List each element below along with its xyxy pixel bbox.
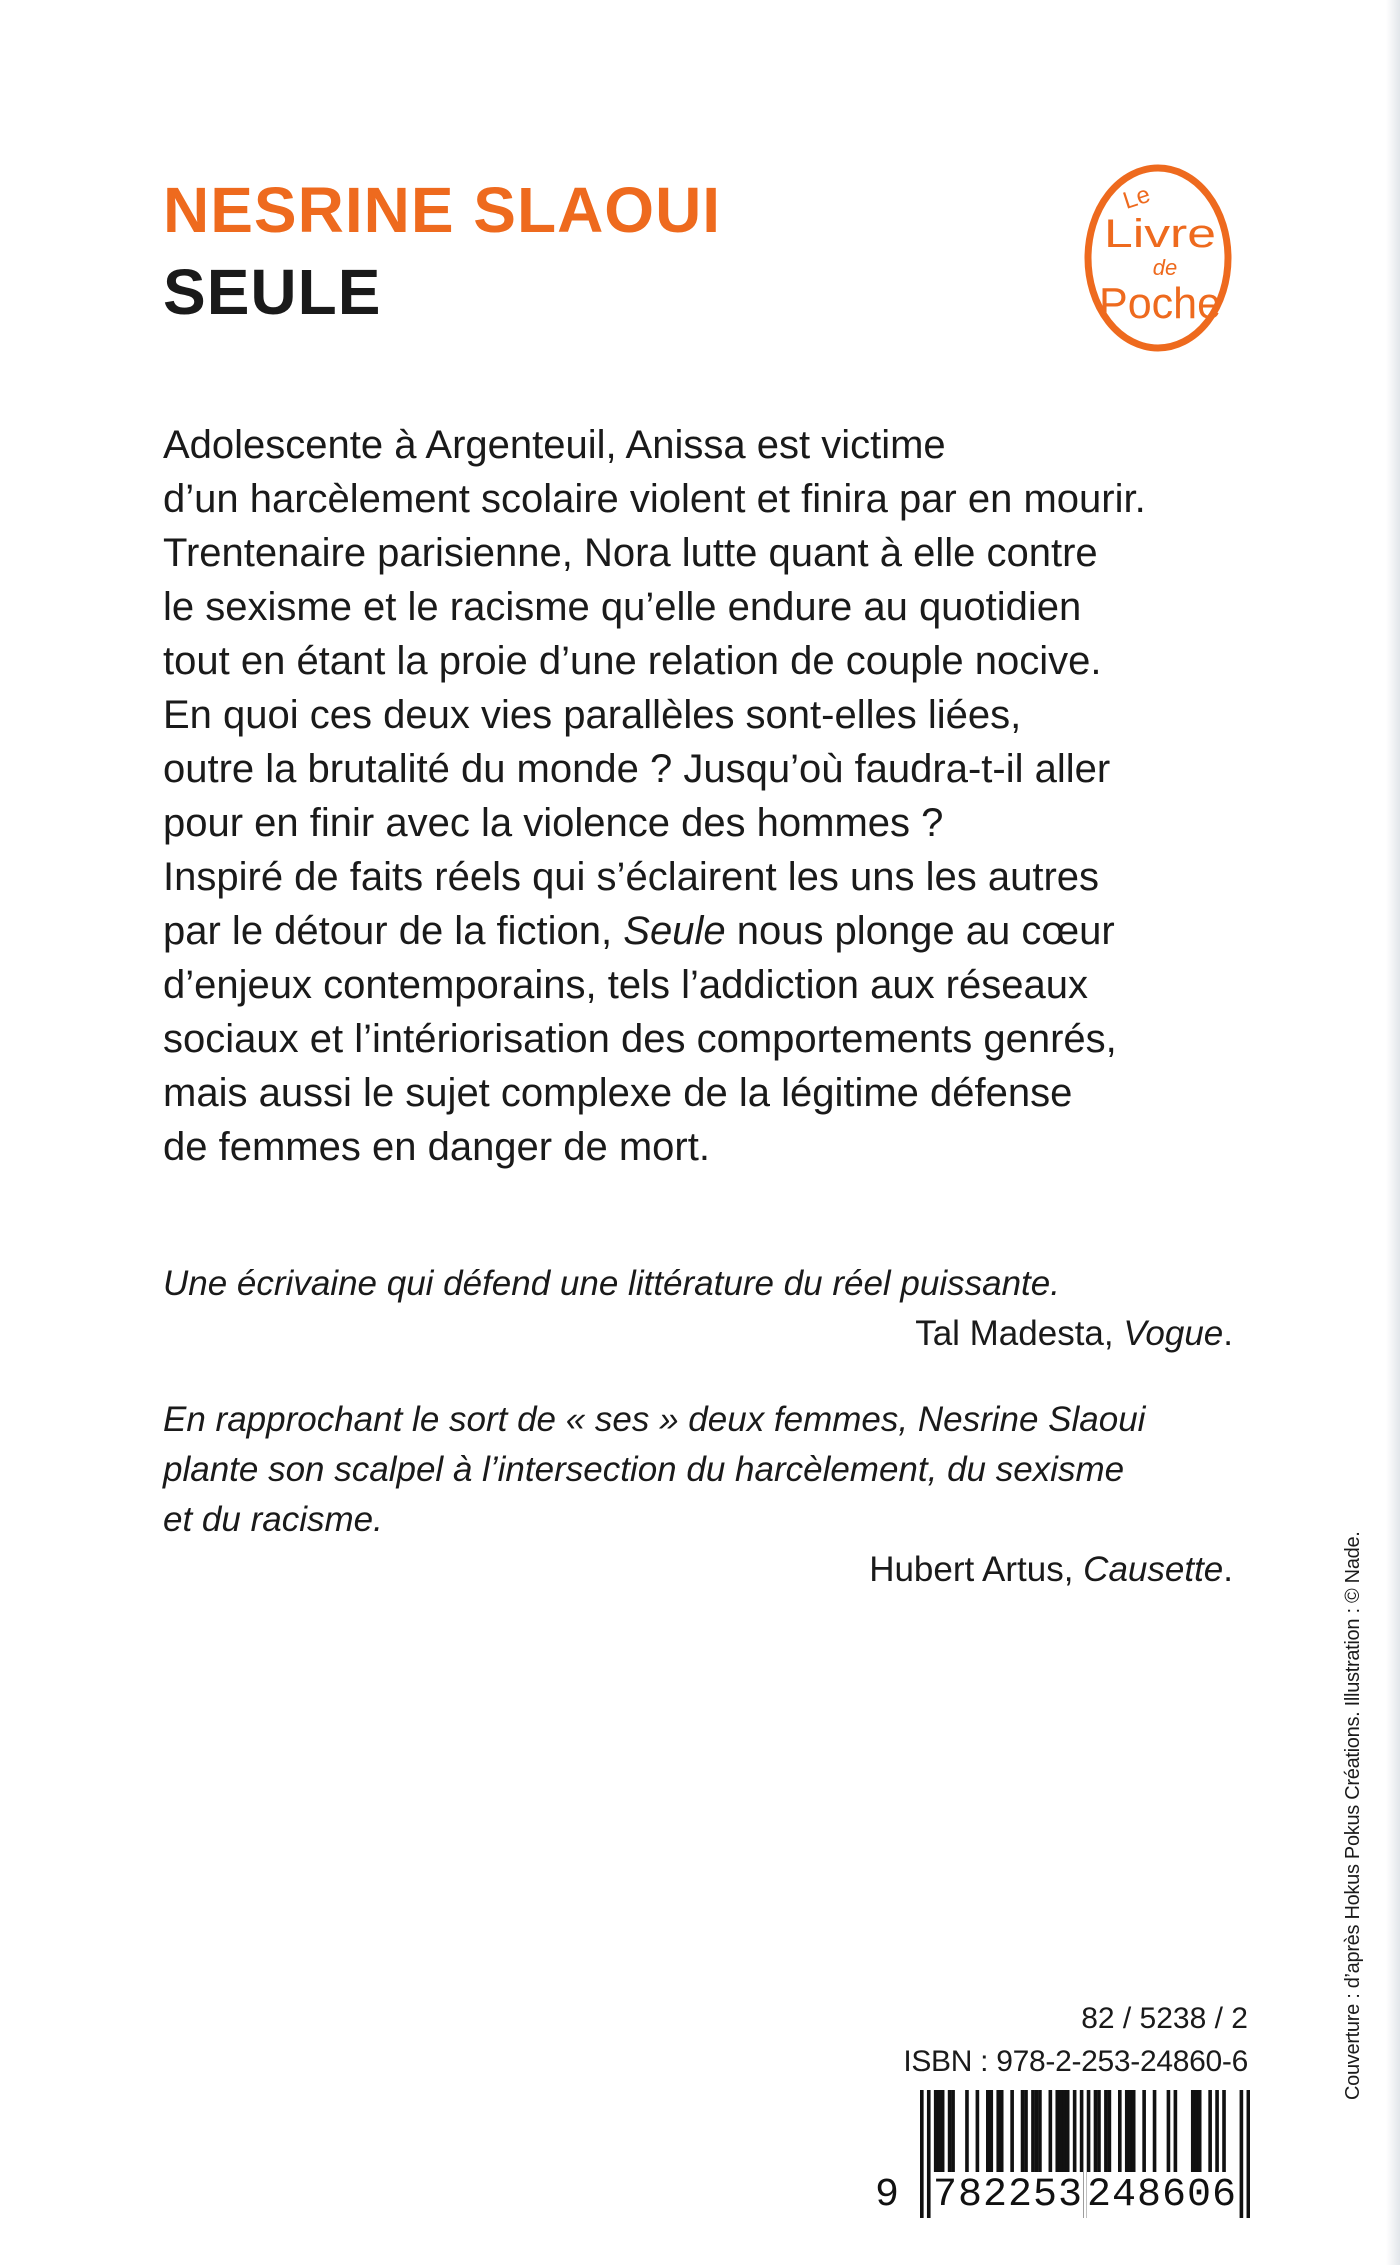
barcode-bar bbox=[1194, 2090, 1198, 2174]
quote-author: Tal Madesta, bbox=[915, 1314, 1124, 1353]
barcode-bar bbox=[934, 2090, 938, 2174]
quote-attribution bbox=[163, 1545, 1233, 1595]
barcode-bar bbox=[1128, 2090, 1132, 2174]
barcode-bar bbox=[1247, 2090, 1250, 2218]
synopsis-line: outre la brutalité du monde ? Jusqu’où faudra-t-il aller bbox=[163, 747, 1111, 791]
quote-attribution bbox=[163, 1309, 1233, 1359]
barcode-bar bbox=[1142, 2090, 1146, 2174]
publisher-logo bbox=[1083, 163, 1233, 353]
svg-text:Livre: Livre bbox=[1104, 212, 1216, 256]
barcode-bar bbox=[937, 2090, 941, 2174]
barcode-bar bbox=[1035, 2090, 1039, 2174]
barcode-bar bbox=[1174, 2090, 1178, 2174]
quote-text: En rapprochant le sort de « ses » deux femmes, Nesrine Slaoui bbox=[163, 1400, 1146, 1439]
synopsis-line: Adolescente à Argenteuil, Anissa est victime bbox=[163, 423, 946, 467]
synopsis-line bbox=[163, 904, 1243, 958]
svg-text:Poche: Poche bbox=[1099, 279, 1221, 328]
synopsis-line: de femmes en danger de mort. bbox=[163, 1125, 710, 1169]
barcode-bar bbox=[927, 2090, 931, 2218]
quote-text: Une écrivaine qui défend une littérature du réel puissante. bbox=[163, 1264, 1060, 1303]
cover-credit bbox=[1341, 1400, 1365, 2100]
quote-author: Hubert Artus, bbox=[869, 1550, 1084, 1589]
synopsis-line: le sexisme et le racisme qu’elle endure au quotidien bbox=[163, 585, 1082, 629]
barcode-bar bbox=[1024, 2090, 1028, 2174]
synopsis-line: mais aussi le sujet complexe de la légitime défense bbox=[163, 1071, 1073, 1115]
barcode-bar bbox=[1198, 2090, 1202, 2174]
barcode-bar bbox=[1208, 2090, 1212, 2174]
synopsis-text: par le détour de la fiction, bbox=[163, 909, 624, 953]
barcode-bar bbox=[986, 2090, 990, 2174]
barcode-bar bbox=[989, 2090, 993, 2174]
isbn-number: ISBN : 978-2-253-24860-6 bbox=[903, 2045, 1248, 2078]
barcode-bar bbox=[1153, 2090, 1157, 2174]
barcode-bar bbox=[1097, 2090, 1101, 2174]
barcode-bar bbox=[951, 2090, 955, 2174]
synopsis-line: Inspiré de faits réels qui s’éclairent les uns les autres bbox=[163, 855, 1100, 899]
barcode-bar bbox=[1167, 2090, 1171, 2174]
barcode-bar bbox=[1125, 2090, 1129, 2174]
barcode-bar bbox=[948, 2090, 952, 2174]
barcode-bar bbox=[1066, 2090, 1070, 2174]
barcode-bar bbox=[1031, 2090, 1035, 2174]
barcode-bar bbox=[976, 2090, 980, 2174]
svg-text:Le: Le bbox=[1119, 180, 1154, 215]
quote-period: . bbox=[1223, 1550, 1233, 1589]
catalog-code: 82 / 5238 / 2 bbox=[1081, 2002, 1248, 2035]
synopsis-line: pour en finir avec la violence des hommes ? bbox=[163, 801, 944, 845]
svg-text:de: de bbox=[1152, 255, 1178, 280]
book-title: SEULE bbox=[163, 256, 382, 328]
cover-credit-text: Couverture : d’après Hokus Pokus Créations. Illustration : © Nade. bbox=[1342, 1531, 1364, 2100]
barcode-bar bbox=[1215, 2090, 1219, 2174]
quote-text: plante son scalpel à l’intersection du harcèlement, du sexisme bbox=[163, 1450, 1125, 1489]
quote-source: Vogue bbox=[1123, 1314, 1224, 1353]
synopsis-text: nous plonge au cœur bbox=[725, 909, 1115, 953]
barcode-bar bbox=[1010, 2090, 1014, 2174]
barcode-bar bbox=[1049, 2090, 1053, 2174]
synopsis-line: sociaux et l’intériorisation des comportements genrés, bbox=[163, 1017, 1117, 1061]
barcode-lead-digit: 9 bbox=[875, 2173, 900, 2218]
press-quote-vogue bbox=[163, 1259, 1233, 1359]
barcode-bar bbox=[965, 2090, 969, 2174]
barcode-bar bbox=[1191, 2090, 1195, 2174]
barcode-bar bbox=[1108, 2090, 1112, 2174]
barcode-bar bbox=[1021, 2090, 1025, 2174]
quote-period: . bbox=[1223, 1314, 1233, 1353]
synopsis-line: d’un harcèlement scolaire violent et finira par en mourir. bbox=[163, 477, 1146, 521]
barcode-bar bbox=[1094, 2090, 1098, 2174]
quote-source: Causette bbox=[1083, 1550, 1224, 1589]
synopsis-line: d’enjeux contemporains, tels l’addiction aux réseaux bbox=[163, 963, 1088, 1007]
synopsis-title-italic: Seule bbox=[623, 909, 726, 953]
synopsis-line: En quoi ces deux vies parallèles sont-elles liées, bbox=[163, 693, 1022, 737]
barcode-bar bbox=[1132, 2090, 1136, 2174]
livre-de-poche-logo-icon bbox=[1083, 163, 1233, 353]
barcode-bar bbox=[1240, 2090, 1244, 2218]
barcode-left-digits: 782253 bbox=[933, 2173, 1084, 2218]
synopsis-line: Trentenaire parisienne, Nora lutte quant à elle contre bbox=[163, 531, 1098, 575]
barcode-bar bbox=[920, 2090, 924, 2218]
synopsis-line: tout en étant la proie d’une relation de couple nocive. bbox=[163, 639, 1102, 683]
barcode-right-digits: 248606 bbox=[1087, 2173, 1238, 2218]
cover-edge-shadow bbox=[1386, 0, 1400, 2265]
barcode-bar bbox=[1222, 2090, 1226, 2174]
author-name: NESRINE SLAOUI bbox=[163, 174, 722, 246]
barcode-bar bbox=[1000, 2090, 1004, 2174]
barcode-bar bbox=[1062, 2090, 1066, 2174]
barcode-bar bbox=[1104, 2090, 1108, 2174]
synopsis bbox=[163, 418, 1243, 1174]
barcode bbox=[875, 2090, 1260, 2220]
barcode-bar bbox=[1059, 2090, 1063, 2174]
barcode-bar bbox=[1118, 2090, 1122, 2174]
quote-text: et du racisme. bbox=[163, 1500, 383, 1539]
barcode-bar bbox=[1038, 2090, 1042, 2174]
barcode-bar bbox=[1055, 2090, 1059, 2174]
barcode-bar bbox=[1073, 2090, 1077, 2174]
press-quote-causette bbox=[163, 1395, 1233, 1595]
barcode-bar bbox=[996, 2090, 1000, 2174]
barcode-bar bbox=[941, 2090, 945, 2174]
